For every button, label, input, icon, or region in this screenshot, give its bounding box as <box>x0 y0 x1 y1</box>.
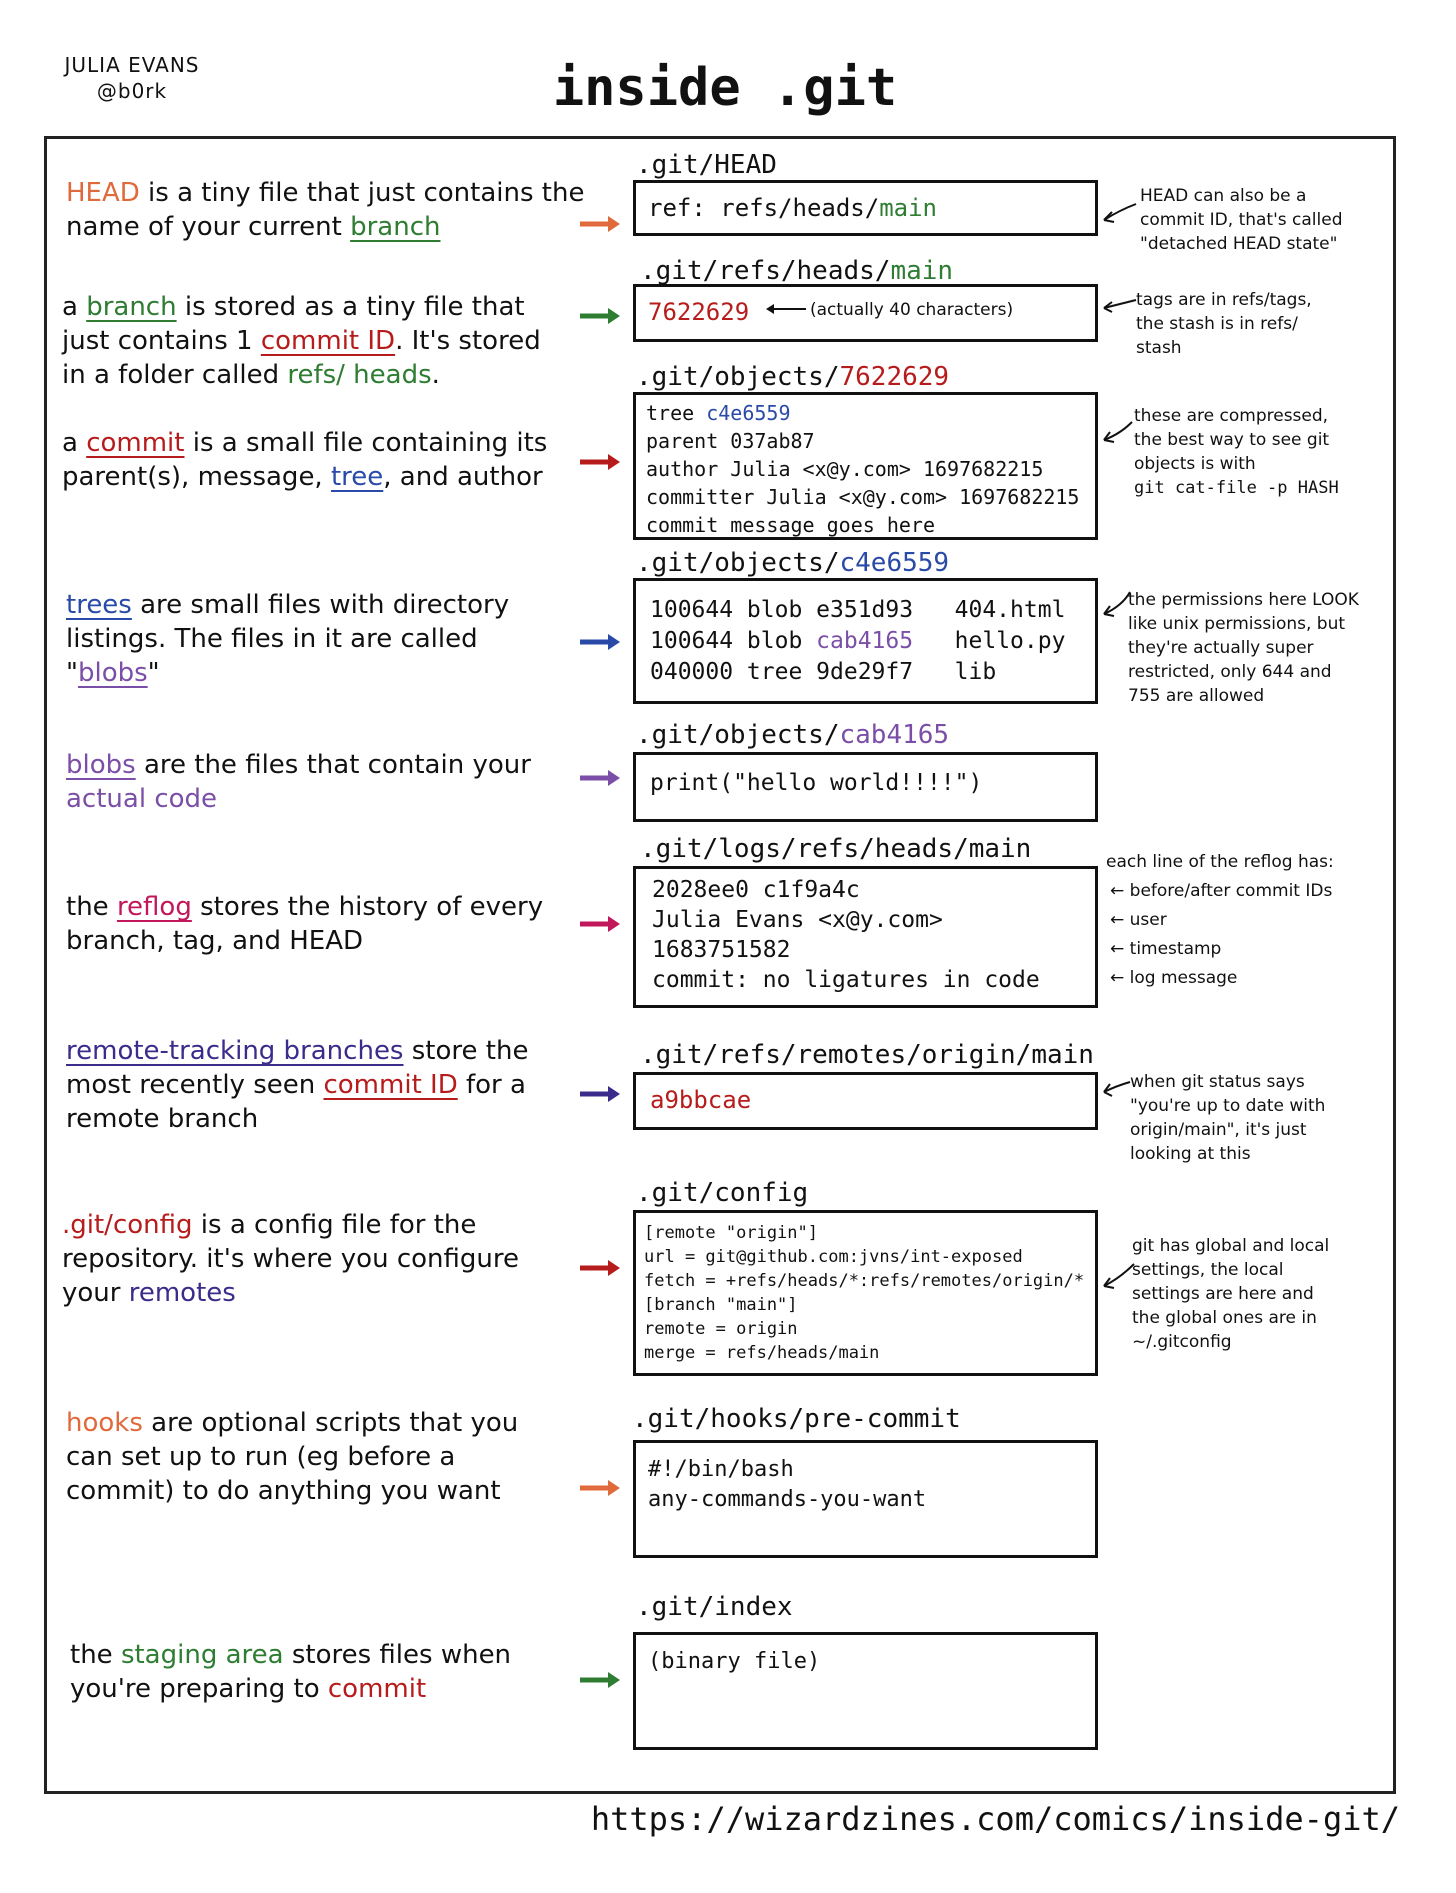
arrow-icon <box>578 914 622 934</box>
side-note <box>1128 588 1396 708</box>
file-box <box>633 180 1098 236</box>
text-segment: cab4165 <box>839 720 950 750</box>
term-segment: blobs <box>66 750 136 780</box>
note-line <box>1110 906 1390 935</box>
text-segment: they're actually super <box>1128 638 1314 658</box>
text-segment: for a remote branch <box>66 1070 526 1134</box>
section-reflog-desc <box>66 890 546 958</box>
file-box <box>633 1072 1098 1130</box>
file-line <box>650 657 1081 688</box>
text-segment: stores the history of every branch, tag, and HEAD <box>66 892 544 956</box>
side-note <box>1110 877 1390 993</box>
text-segment: 7622629 <box>648 298 750 326</box>
note-line <box>1136 336 1396 360</box>
pointer-arrow-icon <box>1100 200 1140 230</box>
text-segment: HEAD <box>66 178 140 208</box>
text-segment: . <box>431 360 440 390</box>
note-line <box>1136 288 1396 312</box>
path-title <box>636 362 949 392</box>
term-segment: remote-tracking branches <box>66 1036 404 1066</box>
pointer-arrow-icon <box>1100 296 1140 316</box>
note-line <box>1140 232 1400 256</box>
section-blobs-desc <box>66 748 566 816</box>
note-line <box>1134 428 1394 452</box>
arrow-icon <box>578 1478 622 1498</box>
text-segment: committer Julia <x@y.com> 1697682215 <box>646 485 1080 509</box>
file-line <box>646 511 1085 539</box>
text-segment: [remote "origin"] <box>644 1223 818 1243</box>
file-line <box>644 1221 1087 1245</box>
text-segment: when git status says <box>1130 1072 1305 1092</box>
text-segment: .git/hooks/pre-commit <box>632 1404 961 1434</box>
text-segment: is stored as a tiny file that just contains 1 <box>62 292 525 356</box>
text-segment: (binary file) <box>648 1649 821 1674</box>
text-segment: ref: refs/heads/ <box>648 194 880 222</box>
note-line <box>1132 1234 1396 1258</box>
text-segment: main <box>879 194 937 222</box>
note-line <box>1132 1330 1396 1354</box>
term-segment: commit ID <box>260 326 396 356</box>
text-segment: settings, the local <box>1132 1260 1284 1280</box>
section-config-desc <box>62 1208 562 1310</box>
file-line <box>650 595 1081 626</box>
arrow-icon <box>578 452 622 472</box>
text-segment: .git/objects/ <box>636 548 840 578</box>
text-segment: hooks <box>66 1408 143 1438</box>
file-line <box>650 626 1081 657</box>
section-staging-desc <box>70 1638 550 1706</box>
note-line <box>1140 208 1400 232</box>
term-segment: commit ID <box>323 1070 458 1100</box>
file-line <box>644 1269 1087 1293</box>
author-handle: @b0rk <box>96 79 168 103</box>
note-line <box>1130 1094 1396 1118</box>
text-segment: , and author <box>383 462 543 492</box>
text-segment: the <box>70 1640 121 1670</box>
author-name: JULIA EVANS <box>64 53 200 77</box>
arrow-icon <box>578 768 622 788</box>
text-segment: "you're up to date with <box>1130 1096 1326 1116</box>
arrow-icon <box>578 214 622 234</box>
note-line <box>1136 312 1396 336</box>
text-segment: remotes <box>128 1278 236 1308</box>
text-segment: .git/config <box>636 1178 809 1208</box>
note-line <box>1132 1282 1396 1306</box>
path-title <box>632 1404 961 1434</box>
section-remote-desc <box>66 1034 566 1136</box>
text-segment: tags are in refs/tags, <box>1136 290 1312 310</box>
side-note <box>1140 184 1400 256</box>
text-segment: .git/logs/refs/heads/main <box>640 834 1032 864</box>
text-segment: .git/HEAD <box>636 150 777 180</box>
text-segment: 2028ee0 c1f9a4c <box>652 877 860 903</box>
text-segment: these are compressed, <box>1134 406 1329 426</box>
path-title <box>636 150 777 180</box>
section-branch-desc <box>62 290 562 392</box>
text-segment: are optional scripts that you can set up to run (eg before a commit) to do anything you want <box>66 1408 519 1506</box>
footer-url[interactable]: https://wizardzines.com/comics/inside-git/ <box>590 1800 1400 1838</box>
text-segment: 100644 blob e351d93 404.html <box>650 597 1066 623</box>
file-line <box>648 1485 1083 1515</box>
file-line <box>644 1341 1087 1365</box>
side-note <box>1132 1234 1396 1354</box>
text-segment: .git/objects/ <box>636 720 840 750</box>
text-segment: any-commands-you-want <box>648 1487 927 1512</box>
text-segment: is a small file containing its parent(s), message, <box>62 428 548 492</box>
note-line <box>1130 1142 1396 1166</box>
text-segment: the permissions here LOOK <box>1128 590 1359 610</box>
text-segment: main <box>890 256 954 286</box>
path-title <box>636 1178 808 1208</box>
text-segment: 1683751582 <box>652 937 791 963</box>
text-segment: refs/ heads <box>287 360 432 390</box>
text-segment: actual code <box>66 784 218 814</box>
file-box <box>633 866 1098 1008</box>
arrow-icon <box>578 632 622 652</box>
text-segment: origin/main", it's just <box>1130 1120 1307 1140</box>
text-segment: commit <box>327 1674 427 1704</box>
text-segment: git has global and local <box>1132 1236 1330 1256</box>
file-box <box>633 392 1098 540</box>
text-segment: are the files that contain your <box>135 750 531 780</box>
text-segment: .git/config <box>62 1210 193 1240</box>
text-segment: commit message goes here <box>646 513 935 537</box>
text-segment: author Julia <x@y.com> 1697682215 <box>646 457 1044 481</box>
reflog-note-header: each line of the reflog has: <box>1106 852 1334 872</box>
term-segment: tree <box>330 462 384 492</box>
text-segment: c4e6559 <box>706 401 791 425</box>
text-segment: .git/refs/remotes/origin/main <box>640 1040 1094 1070</box>
text-segment: "detached HEAD state" <box>1140 234 1338 254</box>
text-segment: ~/.gitconfig <box>1132 1332 1232 1352</box>
text-segment: c4e6559 <box>839 548 950 578</box>
section-commit-desc <box>62 426 562 494</box>
arrow-icon <box>578 1084 622 1104</box>
text-segment: is a config file for the repository. it's where you configure your <box>62 1210 519 1308</box>
text-segment: is a tiny file that just contains the name of your current <box>66 178 585 242</box>
text-segment: ← user <box>1110 910 1167 930</box>
text-segment: .git/objects/ <box>636 362 840 392</box>
note-line <box>1130 1118 1396 1142</box>
text-segment: the best way to see git <box>1134 430 1330 450</box>
file-line <box>646 483 1085 511</box>
text-segment: git cat-file -p HASH <box>1134 478 1339 498</box>
text-segment: 755 are allowed <box>1128 686 1265 706</box>
text-segment: commit: no ligatures in code <box>652 967 1040 993</box>
note-line <box>1134 452 1394 476</box>
section-head-desc <box>66 176 586 244</box>
text-segment: commit ID, that's called <box>1140 210 1343 230</box>
text-segment: are small files with directory listings. The files in it are called " <box>66 590 510 688</box>
text-segment: tree <box>646 401 707 425</box>
file-line <box>652 965 1079 995</box>
file-line <box>648 1455 1083 1485</box>
file-line <box>646 427 1085 455</box>
text-segment: 100644 blob <box>650 628 817 654</box>
file-line <box>644 1317 1087 1341</box>
note-line <box>1130 1070 1396 1094</box>
note-line <box>1132 1306 1396 1330</box>
pointer-arrow-icon <box>1098 420 1138 446</box>
path-title <box>640 256 953 286</box>
text-segment: ← log message <box>1110 968 1238 988</box>
note-line <box>1140 184 1400 208</box>
text-segment: url = git@github.com:jvns/int-exposed <box>644 1247 1023 1267</box>
text-segment: restricted, only 644 and <box>1128 662 1332 682</box>
text-segment: remote = origin <box>644 1319 798 1339</box>
path-title <box>640 1040 1094 1070</box>
inline-note: (actually 40 characters) <box>810 300 1014 320</box>
file-line <box>650 1081 1081 1119</box>
note-line <box>1110 964 1390 993</box>
file-line <box>646 455 1085 483</box>
section-hooks-desc <box>66 1406 566 1508</box>
text-segment: fetch = +refs/heads/*:refs/remotes/origin/* <box>644 1271 1085 1291</box>
note-line <box>1110 935 1390 964</box>
term-segment: branch <box>86 292 177 322</box>
term-segment: trees <box>66 590 132 620</box>
text-segment: merge = refs/heads/main <box>644 1343 880 1363</box>
text-segment: print("hello world!!!!") <box>650 770 983 796</box>
text-segment: objects is with <box>1134 454 1256 474</box>
page-title: inside .git <box>552 58 898 118</box>
file-line <box>652 935 1079 965</box>
text-segment: #!/bin/bash <box>648 1457 794 1482</box>
note-line <box>1132 1258 1396 1282</box>
pointer-arrow-icon <box>1098 1080 1134 1100</box>
path-title <box>636 548 949 578</box>
text-segment: hello.py <box>913 628 1066 654</box>
term-segment: reflog <box>116 892 192 922</box>
arrow-icon <box>578 1258 622 1278</box>
file-box <box>633 1440 1098 1558</box>
text-segment: ← timestamp <box>1110 939 1222 959</box>
term-segment: branch <box>350 212 441 242</box>
text-segment: parent 037ab87 <box>646 429 815 453</box>
file-line <box>644 1293 1087 1317</box>
text-segment: [branch "main"] <box>644 1295 798 1315</box>
text-segment: ← before/after commit IDs <box>1110 881 1333 901</box>
file-box <box>633 1210 1098 1376</box>
file-line <box>644 1245 1087 1269</box>
path-title <box>640 834 1031 864</box>
file-box <box>633 752 1098 822</box>
note-line <box>1128 636 1396 660</box>
text-segment: stores files when you're preparing to <box>70 1640 512 1704</box>
file-line <box>646 399 1085 427</box>
file-line <box>648 1647 1083 1677</box>
text-segment: Julia Evans <x@y.com> <box>652 907 943 933</box>
text-segment: a9bbcae <box>650 1086 752 1114</box>
text-segment: a <box>62 428 87 458</box>
text-segment: HEAD can also be a <box>1140 186 1307 206</box>
text-segment: settings are here and <box>1132 1284 1314 1304</box>
file-line <box>650 761 1081 805</box>
note-line <box>1110 877 1390 906</box>
note-line <box>1128 588 1396 612</box>
side-note <box>1136 288 1396 360</box>
note-line <box>1134 404 1394 428</box>
note-line <box>1134 476 1394 500</box>
file-line <box>648 191 1083 225</box>
arrow-icon <box>578 306 622 326</box>
text-segment: staging area <box>120 1640 284 1670</box>
text-segment: .git/refs/heads/ <box>640 256 891 286</box>
term-segment: commit <box>86 428 185 458</box>
text-segment: stash <box>1136 338 1182 358</box>
text-segment: .git/index <box>636 1592 793 1622</box>
path-title <box>636 1592 793 1622</box>
section-trees-desc <box>66 588 566 690</box>
text-segment: looking at this <box>1130 1144 1251 1164</box>
side-note <box>1134 404 1394 500</box>
file-box <box>633 1632 1098 1750</box>
text-segment: 7622629 <box>839 362 950 392</box>
note-line <box>1128 684 1396 708</box>
author-signature <box>52 52 212 104</box>
text-segment: 040000 tree 9de29f7 lib <box>650 659 997 685</box>
text-segment: cab4165 <box>816 628 914 654</box>
path-title <box>636 720 949 750</box>
side-note <box>1130 1070 1396 1166</box>
text-segment: the global ones are in <box>1132 1308 1317 1328</box>
text-segment: the <box>66 892 117 922</box>
text-segment: " <box>147 658 160 688</box>
term-segment: blobs <box>77 658 148 688</box>
note-line <box>1128 660 1396 684</box>
text-segment: the stash is in refs/ <box>1136 314 1298 334</box>
file-line <box>652 875 1079 905</box>
text-segment: store the most recently seen <box>66 1036 529 1100</box>
note-line <box>1128 612 1396 636</box>
pointer-arrow-icon <box>1098 590 1134 620</box>
text-segment: . It's stored in a folder called <box>62 326 541 390</box>
text-segment: a <box>62 292 87 322</box>
text-segment: like unix permissions, but <box>1128 614 1346 634</box>
file-line <box>652 905 1079 935</box>
file-box <box>633 578 1098 704</box>
arrow-icon <box>578 1670 622 1690</box>
left-arrow-icon <box>766 302 808 316</box>
pointer-arrow-icon <box>1098 1260 1138 1290</box>
